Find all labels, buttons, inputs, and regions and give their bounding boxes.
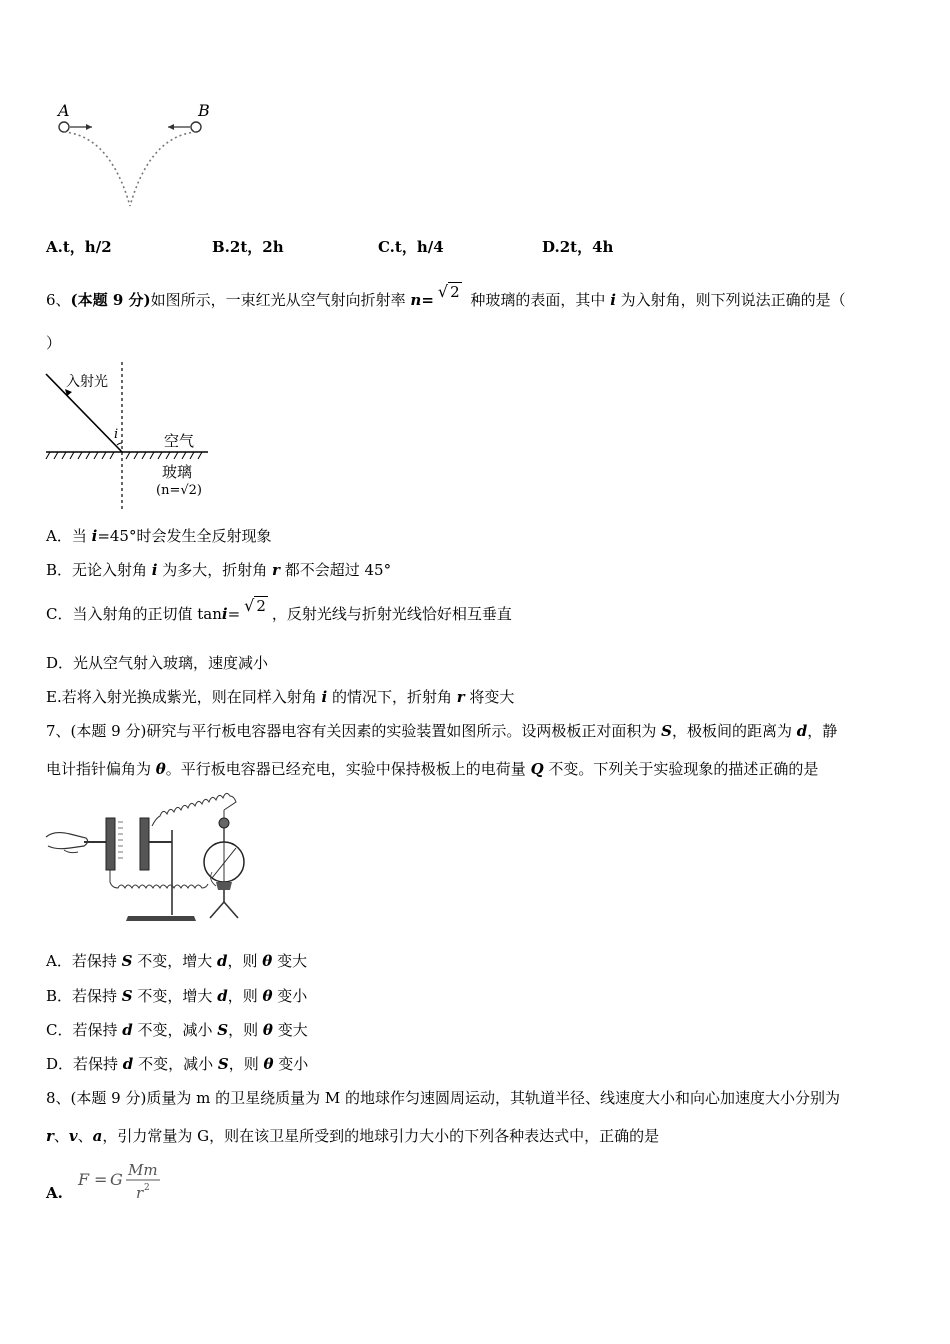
capacitor-apparatus-figure	[44, 790, 259, 925]
svg-text:=: =	[94, 1170, 108, 1189]
q8-stem-line2: r、v、a，引力常量为 G，则在该卫星所受到的地球引力大小的下列各种表达式中，正确的是	[46, 1127, 660, 1145]
capacitor-plate-left	[106, 818, 115, 870]
electrometer-knob	[219, 818, 229, 828]
label-a: A	[58, 101, 70, 120]
sqrt-2: √ 2	[437, 282, 460, 301]
gravity-formula	[74, 1158, 174, 1204]
q6-stem: 6、(本题 9 分)如图所示，一束红光从空气射向折射率 n= √ 2 种玻璃的表面，其中 i 为入射角，则下列说法正确的是（	[46, 282, 846, 309]
capacitor-plate-right	[140, 818, 149, 870]
projectile-figure	[50, 98, 220, 213]
svg-text:F: F	[78, 1170, 90, 1189]
svg-text:r: r	[136, 1184, 144, 1202]
hand-illustration	[46, 833, 88, 849]
q5-option-d: D.2t，4h	[542, 238, 614, 256]
q7-option-c: C．若保持 d 不变，减小 S，则 θ 变大	[46, 1021, 308, 1039]
q6-option-c: C．当入射角的正切值 tani= √ 2 ，反射光线与折射光线恰好相互垂直	[46, 596, 512, 623]
n-note-label: (n=√2)	[156, 483, 202, 498]
glass-label: 玻璃	[162, 463, 193, 481]
svg-text:Mm: Mm	[128, 1161, 158, 1179]
ball-a	[59, 122, 69, 132]
angle-i-label: i	[114, 427, 119, 442]
air-label: 空气	[164, 432, 195, 450]
q8-stem-line1: 8、(本题 9 分)质量为 m 的卫星绕质量为 M 的地球作匀速圆周运动，其轨道半径、线速度大小和向心加速度大小分别为	[46, 1089, 840, 1107]
q6-option-e: E.若将入射光换成紫光，则在同样入射角 i 的情况下，折射角 r 将变大	[46, 688, 515, 706]
label-b: B	[198, 101, 210, 120]
q7-option-a: A．若保持 S 不变，增大 d，则 θ 变大	[46, 952, 308, 970]
q6-stem-close: ）	[46, 334, 62, 352]
spring-wire-bottom	[110, 870, 208, 888]
incident-label: 入射光	[66, 374, 108, 390]
q7-option-d: D．若保持 d 不变，减小 S，则 θ 变小	[46, 1055, 309, 1073]
svg-text:2: 2	[144, 1183, 150, 1193]
trajectory-a	[64, 132, 130, 206]
q8-option-a-letter: A.	[46, 1184, 63, 1202]
q5-option-c: C.t，h/4	[378, 238, 444, 256]
trajectory-b	[130, 132, 196, 206]
q7-option-b: B．若保持 S 不变，增大 d，则 θ 变小	[46, 987, 308, 1005]
q5-option-b: B.2t，2h	[212, 238, 284, 256]
q6-option-d: D．光从空气射入玻璃，速度减小	[46, 654, 269, 672]
ball-b	[191, 122, 201, 132]
svg-text:G: G	[110, 1170, 123, 1189]
q7-stem-line1: 7、(本题 9 分)研究与平行板电容器电容有关因素的实验装置如图所示。设两极板正对面积为 S，极板间的距离为 d，静	[46, 722, 838, 740]
q6-option-a: A．当 i=45°时会发生全反射现象	[46, 527, 272, 545]
q7-stem-line2: 电计指针偏角为 θ。平行板电容器已经充电，实验中保持极板上的电荷量 Q 不变。下列关于实验现象的描述正确的是	[46, 760, 819, 778]
refraction-figure	[44, 362, 214, 512]
q5-option-a: A.t，h/2	[46, 238, 112, 256]
sqrt-2-option: √ 2	[244, 596, 266, 615]
q6-option-b: B．无论入射角 i 为多大，折射角 r 都不会超过 45°	[46, 561, 392, 579]
